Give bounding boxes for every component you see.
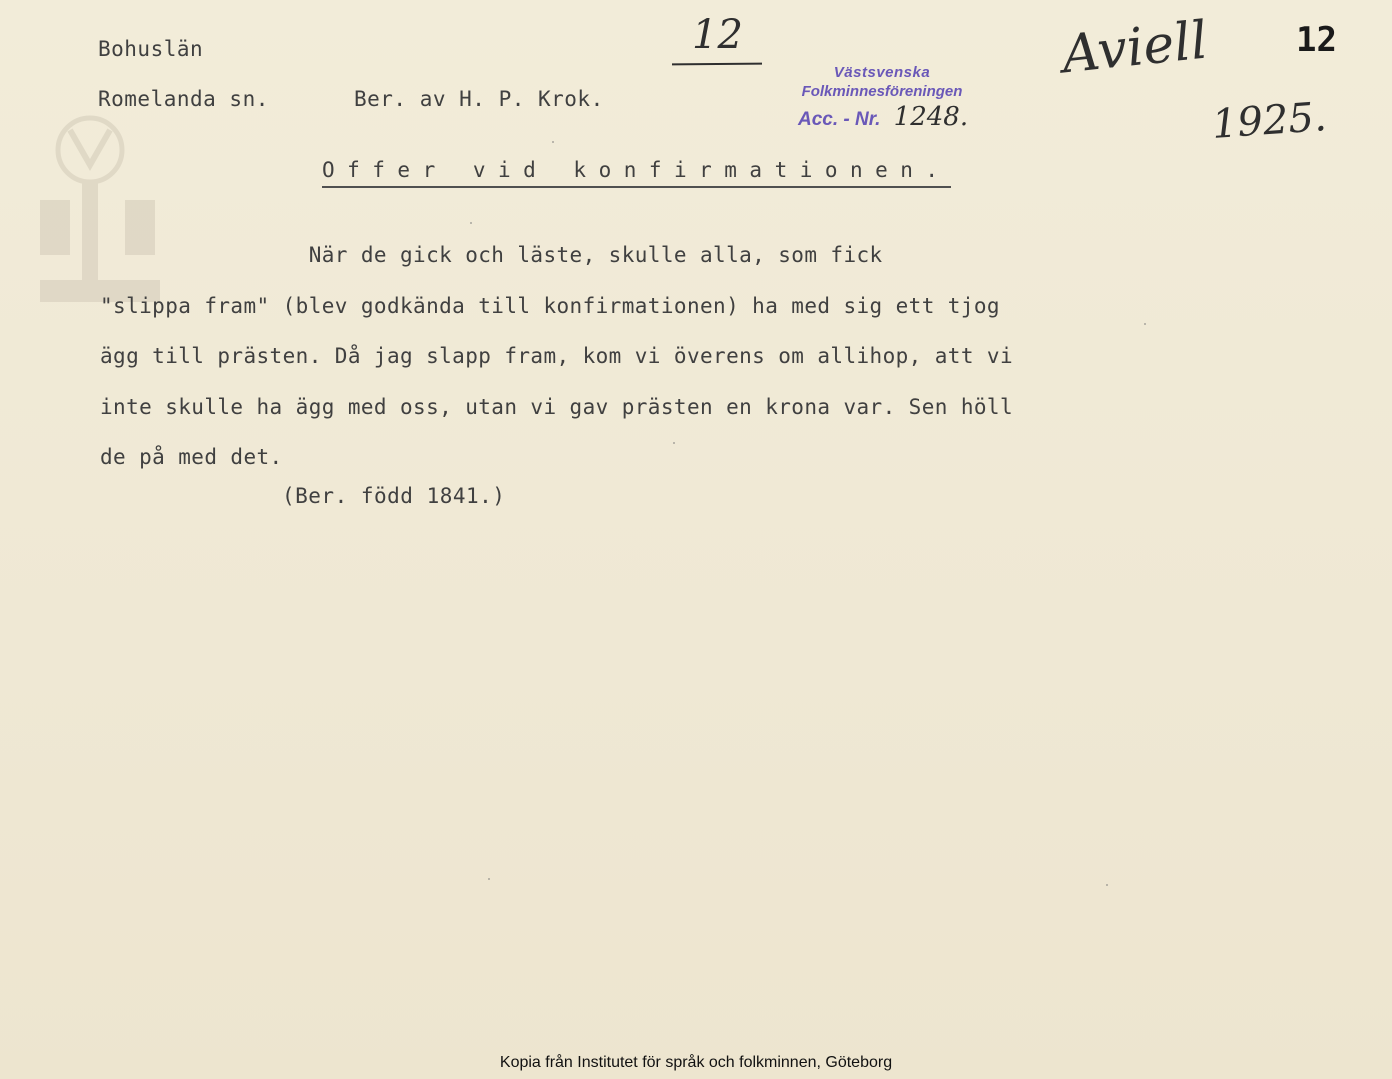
stamp-line-1: Västsvenska [833,64,931,81]
page-number: 12 [1296,20,1337,60]
body-line-5: de på med det. [100,445,283,469]
document-body [100,230,1160,483]
paper-speck [1106,884,1108,886]
body-line-3: ägg till prästen. Då jag slapp fram, kom vi överens om allihop, att vi [100,344,1014,368]
handwritten-year: 1925. [1210,94,1328,148]
handwritten-signature: Aviell [1059,10,1211,86]
body-line-1: När de gick och läste, skulle alla, som fick [100,243,883,267]
paper-speck [488,878,490,880]
parish-label: Romelanda sn. [98,87,269,111]
stamp-acc-label: Acc. - Nr. [798,109,881,130]
archive-stamp [782,64,982,132]
paper-speck [673,442,675,444]
reporter-label: Ber. av H. P. Krok. [354,87,604,111]
handwritten-number-underline [672,63,762,66]
body-line-4: inte skulle ha ägg med oss, utan vi gav prästen en krona var. Sen höll [100,394,1014,419]
stamp-line-2: Folkminnesföreningen [801,83,963,100]
copy-footer: Kopia från Institutet för språk och folkminnen, Göteborg [499,1054,893,1071]
stamp-acc-row [782,102,982,132]
paper-speck [470,222,472,224]
stamp-acc-number: 1248. [893,102,969,132]
handwritten-number: 12 [692,12,743,58]
paper-speck [1144,323,1146,325]
paper-speck [552,141,554,143]
body-line-2: "slippa fram" (blev godkända till konfirmationen) ha med sig ett tjog [100,293,1000,318]
province-label: Bohuslän [98,37,204,61]
informant-note: (Ber. född 1841.) [282,484,506,508]
document-title: Offer vid konfirmationen. [322,158,951,188]
